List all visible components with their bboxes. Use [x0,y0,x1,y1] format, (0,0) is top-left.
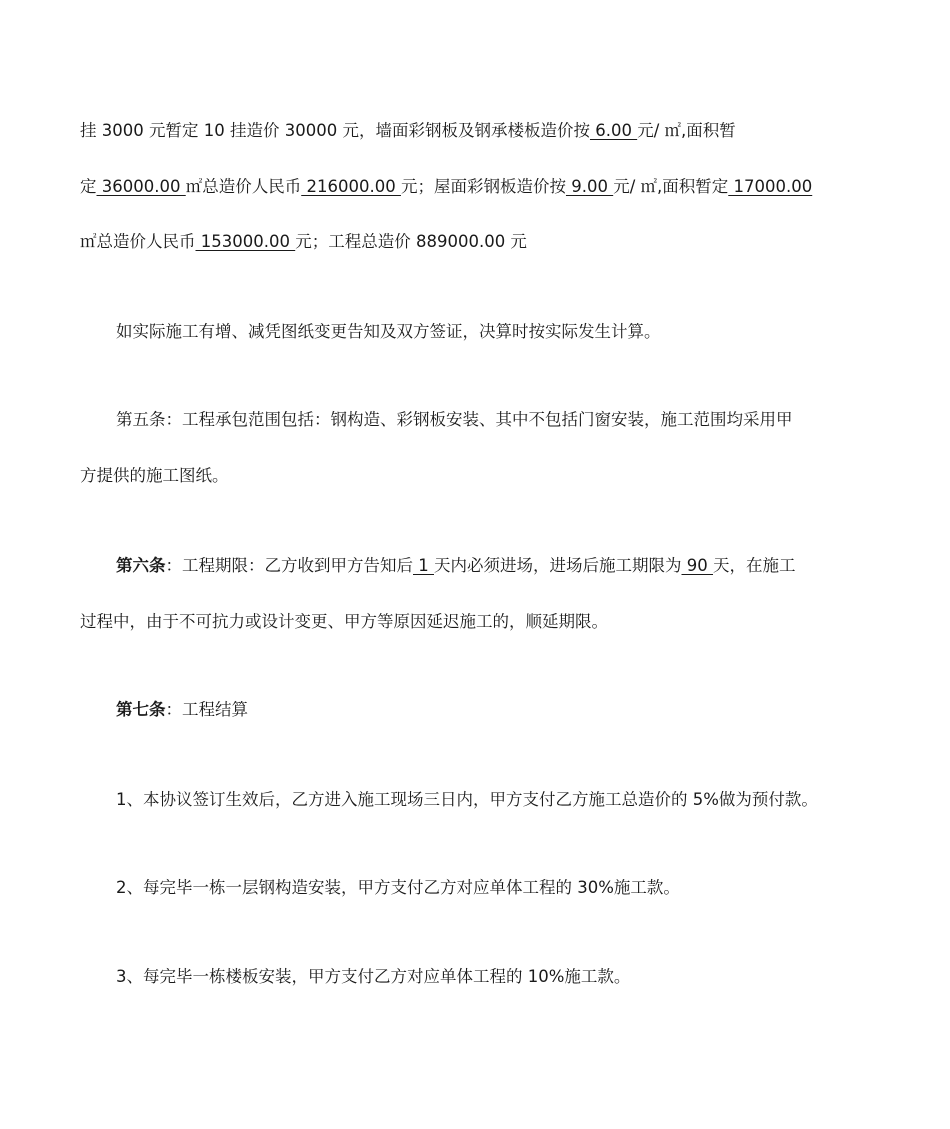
roof-total-price-value: 153000.00 [195,232,296,251]
text-segment: ㎡总造价人民币 [185,177,302,196]
article-6-line-2: 过程中，由于不可抗力或设计变更、甲方等原因延迟施工的，顺延期限。 [80,612,608,631]
list-item: 1、本协议签订生效后，乙方进入施工现场三日内，甲方支付乙方施工总造价的 5%做为预付款。 [116,790,818,809]
article-7-heading [116,699,886,721]
text-segment: 元/ ㎡,面积暂 [637,121,736,140]
article-label: 第六条 [116,556,166,575]
text-segment: ：工程结算 [165,700,248,719]
text-segment: 天，在施工 [713,556,796,575]
paragraph-line [80,231,880,253]
text-segment: ㎡总造价人民币 [80,232,196,251]
text-segment: 定 [80,177,97,196]
roof-area-value: 17000.00 [728,177,813,196]
article-6-line-1 [116,555,886,577]
article-5-line-1: 第五条：工程承包范围包括：钢构造、彩钢板安装、其中不包括门窗安装，施工范围均采用甲 [116,410,793,429]
list-item: 3、每完毕一栋楼板安装，甲方支付乙方对应单体工程的 10%施工款。 [116,967,631,986]
total-price-value: 216000.00 [301,177,401,196]
paragraph-line [80,120,880,142]
text-segment: 元；工程总造价 889000.00 元 [295,232,527,251]
article-label: 第七条 [116,700,166,719]
roof-unit-price-value: 9.00 [565,177,614,196]
list-item: 2、每完毕一栋一层钢构造安装，甲方支付乙方对应单体工程的 30%施工款。 [116,878,680,897]
area-value: 36000.00 [96,177,186,196]
paragraph-change-note: 如实际施工有增、减凭图纸变更告知及双方签证，决算时按实际发生计算。 [116,322,661,341]
duration-days-value: 90 [681,556,713,575]
text-segment: 元；屋面彩钢板造价按 [400,177,566,196]
text-segment: 元/ ㎡,面积暂定 [613,177,729,196]
paragraph-line [80,176,880,198]
article-5-line-2: 方提供的施工图纸。 [80,466,229,485]
text-segment: 挂 3000 元暂定 10 挂造价 30000 元，墙面彩钢板及钢承楼板造价按 [80,121,590,140]
text-segment: ：工程期限：乙方收到甲方告知后 [165,556,413,575]
unit-price-value: 6.00 [589,121,638,140]
text-segment: 天内必须进场，进场后施工期限为 [434,556,682,575]
entry-days-value: 1 [413,556,434,575]
